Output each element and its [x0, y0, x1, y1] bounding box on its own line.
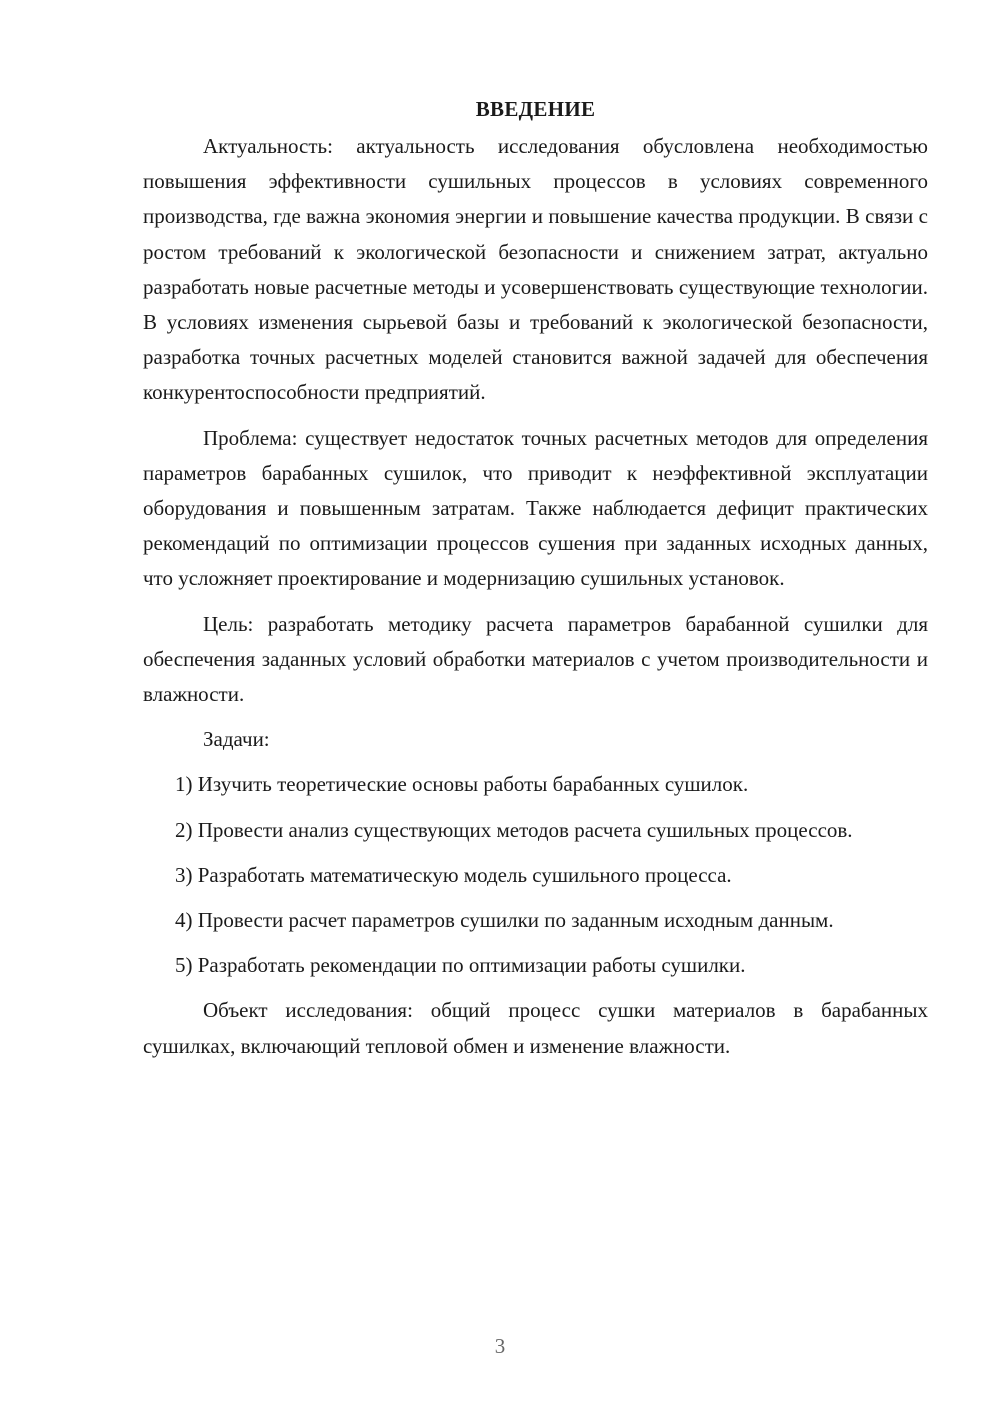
goal-paragraph: Цель: разработать методику расчета параметров барабанной сушилки для обеспечения заданных условий обработки материалов с учетом производительности и влажности. [143, 611, 928, 707]
page-number: 3 [494, 1334, 506, 1358]
relevance-paragraph: Актуальность: актуальность исследования обусловлена необходимостью повышения эффективности сушильных процессов в условиях современного производства, где важна экономия энергии и повышение качества продукции. В связи с ростом требований к экологической безопасности и снижением затрат, актуально разработать новые расчетные методы и усовершенствовать существующие технологии. В условиях изменения сырьевой базы и требований к экологической безопасности, разработка точных расчетных моделей становится важной задачей для обеспечения конкурентоспособности предприятий. [143, 134, 928, 405]
task-item: 1) Изучить теоретические основы работы барабанных сушилок. [175, 772, 749, 797]
task-item: 4) Провести расчет параметров сушилки по заданным исходным данным. [175, 908, 834, 933]
document-page [143, 92, 928, 1064]
task-item: 3) Разработать математическую модель сушильного процесса. [175, 862, 732, 887]
problem-paragraph: Проблема: существует недостаток точных расчетных методов для определения параметров барабанных сушилок, что приводит к неэффективной эксплуатации оборудования и повышенным затратам. Также наблюдается дефицит практических рекомендаций по оптимизации процессов сушения при заданных исходных данных, что усложняет проектирование и модернизацию сушильных установок. [143, 425, 928, 591]
tasks-heading: Задачи: [203, 727, 270, 752]
task-item: 2) Провести анализ существующих методов расчета сушильных процессов. [175, 817, 853, 842]
section-title: ВВЕДЕНИЕ [475, 97, 596, 121]
object-paragraph: Объект исследования: общий процесс сушки материалов в барабанных сушилках, включающий тепловой обмен и изменение влажности. [143, 998, 928, 1058]
task-item: 5) Разработать рекомендации по оптимизации работы сушилки. [175, 953, 746, 978]
